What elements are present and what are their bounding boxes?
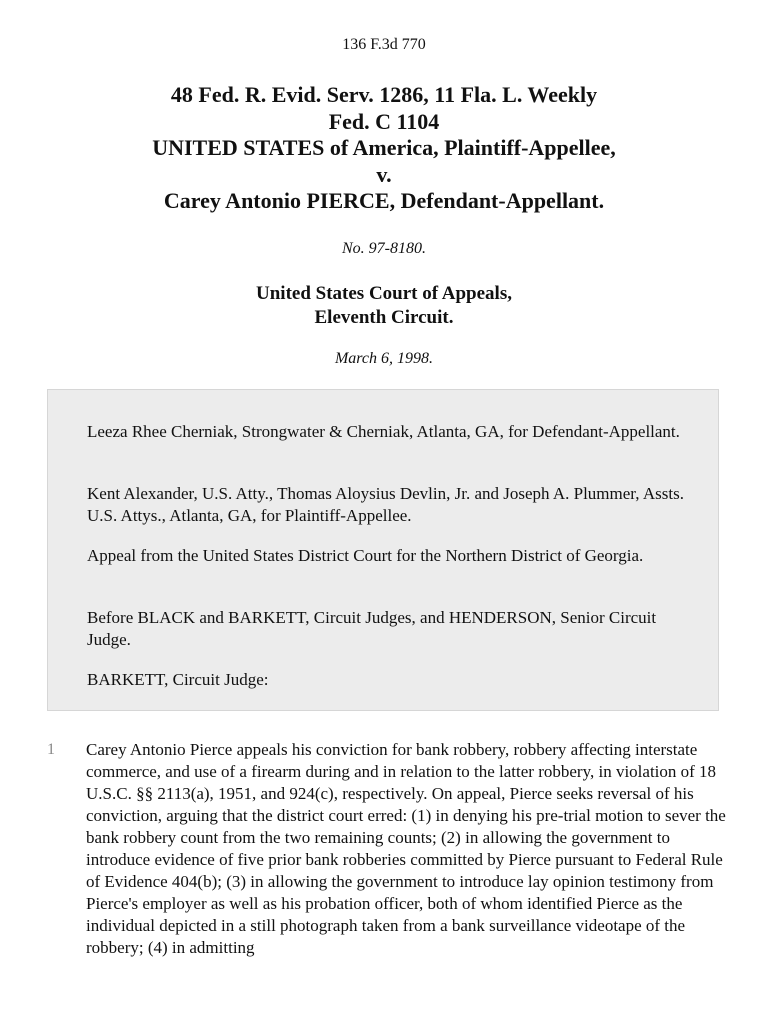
decision-date: March 6, 1998. (334, 350, 434, 367)
court-name-line-2: Eleventh Circuit. (314, 307, 454, 328)
citation: 136 F.3d 770 (342, 36, 426, 53)
paragraph-number: 1 (47, 741, 55, 758)
plaintiff-counsel: Kent Alexander, U.S. Atty., Thomas Aloysius Devlin, Jr. and Joseph A. Plummer, Assts. U.S. Attys., Atlanta, GA, for Plaintiff-Appellee. (87, 484, 684, 525)
counsel-panel (47, 389, 719, 711)
docket-number: No. 97-8180. (342, 240, 426, 257)
court-name (0, 282, 768, 330)
opinion-author: BARKETT, Circuit Judge: (87, 670, 269, 689)
opinion-paragraph: Carey Antonio Pierce appeals his conviction for bank robbery, robbery affecting interstate commerce, and use of a firearm during and in relation to the latter robbery, in violation of 18 U.S.C. §§ 2113(a), 1951, and 924(c), respectively. On appeal, Pierce seeks reversal of his conviction, arguing that the district court erred: (1) in denying his pre-trial motion to sever the bank robbery count from the two remaining counts; (2) in allowing the government to introduce evidence of five prior bank robberies committed by Pierce pursuant to Federal Rule of Evidence 404(b); (3) in allowing the government to introduce lay opinion testimony from Pierce's employer as well as his probation officer, both of whom identified Pierce as the individual depicted in a still photograph taken from a bank surveillance videotape of the robbery; (4) in admitting (86, 740, 726, 957)
court-name-line-1: United States Court of Appeals, (256, 283, 512, 304)
defendant-counsel: Leeza Rhee Cherniak, Strongwater & Cherniak, Atlanta, GA, for Defendant-Appellant. (87, 422, 680, 441)
versus: v. (376, 161, 392, 187)
judges-panel: Before BLACK and BARKETT, Circuit Judges, and HENDERSON, Senior Circuit Judge. (87, 608, 657, 649)
appeal-origin: Appeal from the United States District Court for the Northern District of Georgia. (87, 546, 644, 565)
reporter-citations-line-1: 48 Fed. R. Evid. Serv. 1286, 11 Fla. L. Weekly (170, 82, 598, 107)
case-caption (40, 82, 728, 215)
plaintiff-party: UNITED STATES of America, Plaintiff-Appellee, (152, 135, 616, 160)
defendant-party: Carey Antonio PIERCE, Defendant-Appellant. (163, 188, 605, 213)
reporter-citations-line-2: Fed. C 1104 (328, 108, 440, 134)
